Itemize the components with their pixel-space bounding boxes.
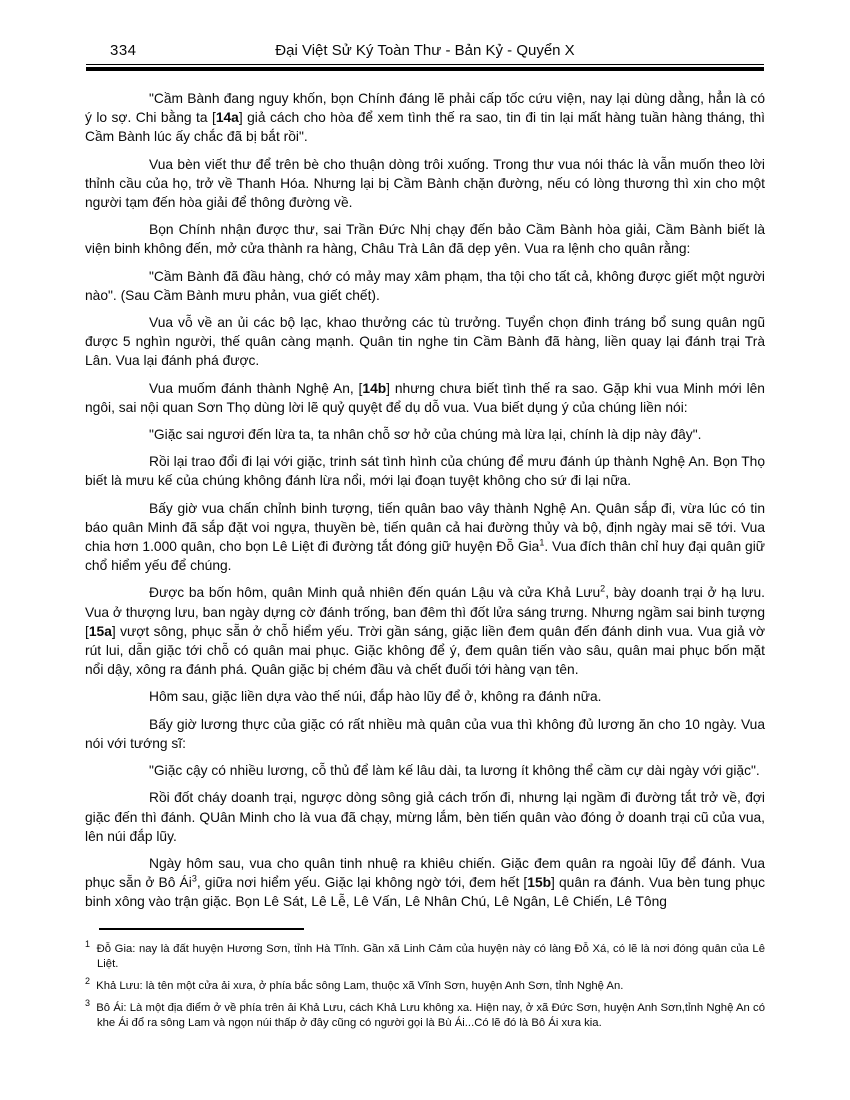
paragraph bbox=[85, 267, 765, 305]
text-run: Vua muốm đánh thành Nghệ An, [ bbox=[149, 380, 363, 396]
paragraph bbox=[85, 155, 765, 213]
footnote bbox=[85, 975, 765, 994]
text-run: "Giặc cậy có nhiều lương, cỗ thủ để làm kế lâu dài, ta lương ít không thể cầm cự dài ngày với giặc". bbox=[149, 763, 760, 779]
paragraph bbox=[85, 583, 765, 679]
paragraph bbox=[85, 425, 765, 444]
text-run: Được ba bốn hôm, quân Minh quả nhiên đến quán Lậu và cửa Khả Lưu bbox=[149, 585, 601, 601]
text-run: ] quân ra đánh. Vua bèn tung phục binh xông vào trận giặc. Bọn Lê Sát, Lê Lễ, Lê Vấn, Lê Nhân Chú, Lê Ngân, Lê Chiến, Lê Tông bbox=[85, 875, 765, 910]
text-run: Vua bèn viết thư để trên bè cho thuận dòng trôi xuống. Trong thư vua nói thác là vẫn muốn theo lời thỉnh cầu của họ, trở về Thanh Hóa. Nhưng lại bị Cầm Bành chặn đường, nếu có lòng thương thì xin cho một người tạm đến hòa giải để thông đường về. bbox=[85, 156, 765, 211]
text-run: "Cầm Bành đang nguy khốn, bọn Chính đáng lẽ phải cấp tốc cứu viện, nay lại dùng dằng, hẳn là có ý lo sợ. Chi bằng ta [ bbox=[85, 91, 765, 126]
paragraph bbox=[85, 313, 765, 371]
text-run: Bọn Chính nhận được thư, sai Trần Đức Nhị chạy đến bảo Cầm Bành hòa giải, Cầm Bành biết là viện binh không đến, mở cửa thành ra hàng, Châu Trà Lân đã dẹp yên. Vua ra lệnh cho quân rằng: bbox=[85, 222, 765, 257]
footnote-number: 2 bbox=[85, 975, 91, 986]
folio-marker: 15a bbox=[88, 623, 112, 639]
footnote-block bbox=[85, 928, 765, 1031]
paragraph bbox=[85, 715, 765, 753]
footnote-text: Bô Ái: Là một địa điểm ở về phía trên ải Khả Lưu, cách Khả Lưu không xa. Hiện nay, ở xã Đức Sơn, huyện Anh Sơn,tỉnh Nghệ An có khe Ái đổ ra sông Lam và ngọn núi thấp ở đây cũng có người gọi là Bù Ái...Có lẽ đó là Bô Ái xưa kia. bbox=[93, 1001, 765, 1029]
text-run: , bày doanh trại ở hạ lưu. Vua ở thượng lưu, ban ngày dựng cờ đánh trống, ban đêm thì đốt lửa sáng trưng. Nhưng ngầm sai binh tượng [ bbox=[85, 585, 766, 639]
page-header bbox=[0, 0, 850, 64]
page-number: 334 bbox=[110, 42, 137, 59]
text-run: , giữa nơi hiểm yếu. Giặc lại không ngờ tới, đem hết [ bbox=[196, 875, 528, 891]
text-run: Bấy giờ lương thực của giặc có rất nhiều mà quân của vua thì không đủ lương ăn cho 10 ngày. Vua nói với tướng sĩ: bbox=[85, 716, 765, 751]
footnote-ref: 2 bbox=[600, 583, 606, 594]
paragraph bbox=[85, 761, 765, 780]
text-run: Vua vỗ về an ủi các bộ lạc, khao thưởng các tù trưởng. Tuyển chọn đinh tráng bổ sung quân ngũ được 5 nghìn người, thế quân càng mạnh. Quân tin nghe tin Cầm Bành đã hàng, liền quay lại đánh trại Trà Lân. Vua lại đánh phá được. bbox=[85, 315, 765, 369]
paragraph bbox=[85, 379, 765, 417]
folio-marker: 15b bbox=[527, 875, 552, 891]
footnote-number: 3 bbox=[85, 997, 91, 1008]
text-run: Ngày hôm sau, vua cho quân tinh nhuệ ra khiêu chiến. Giặc đem quân ra ngoài lũy để đánh. Vua phục sẵn ở Bô Ái bbox=[85, 855, 765, 891]
header-rule-thin bbox=[86, 64, 764, 65]
text-run: Bấy giờ vua chấn chỉnh binh tượng, tiến quân bao vây thành Nghệ An. Quân sắp đi, vừa lúc có tin báo quân Minh đã sắp đặt voi ngựa, thuyền bè, tiến quân cả hai đường thủy và bộ, định ngày mai sẽ tới. Vua chia hơn 1.000 quân, cho bọn Lê Liệt đi đường tắt đóng giữ huyện Đỗ Gia bbox=[85, 500, 765, 555]
text-run: ] vượt sông, phục sẵn ở chỗ hiểm yếu. Trời gần sáng, giặc liền đem quân đến đánh dinh vua. Vua giả vờ rút lui, dẫn giặc tới chỗ có quân mai phục. Giặc không để ý, đem quân tiến vào sâu, quân mai phục bốn mặt nổi dậy, xông ra đánh phá. Quân giặc bị chém đầu và chết đuối tới hàng vạn tên. bbox=[85, 623, 765, 678]
footnote-text: Khả Lưu: là tên một cửa ải xưa, ở phía bắc sông Lam, thuộc xã Vĩnh Sơn, huyện Anh Sơn, tỉnh Nghệ An. bbox=[93, 979, 624, 992]
paragraph bbox=[85, 220, 765, 258]
paragraph bbox=[85, 452, 765, 490]
footnote-ref: 1 bbox=[539, 537, 545, 548]
text-run: ] nhưng chưa biết tình thế ra sao. Gặp khi vua Minh mới lên ngôi, sai nội quan Sơn Thọ dùng lời lẽ quỷ quyệt để dụ dỗ vua. Vua biết dụng ý của chúng liền nói: bbox=[85, 380, 765, 415]
footnote-number: 1 bbox=[85, 938, 91, 949]
text-run: ] giả cách cho hòa để xem tình thế ra sao, tin đi tin lại mất hàng tuần hàng tháng, thì Cầm Bành lúc ấy chắc đã bị bắt rồi". bbox=[85, 110, 765, 145]
text-run: Rồi đốt cháy doanh trại, ngược dòng sông giả cách trốn đi, nhưng lại ngầm đi đường tắt trở về, đợi giặc đến thì đánh. QUân Minh cho là vua đã chạy, mừng lắm, bèn tiến quân vào đóng ở doanh trại cũ của vua, lên núi đắp lũy. bbox=[85, 790, 765, 844]
footnote bbox=[85, 997, 765, 1031]
folio-marker: 14b bbox=[362, 380, 387, 396]
footnotes bbox=[85, 938, 765, 1031]
paragraph bbox=[85, 89, 765, 147]
footnote-separator bbox=[99, 928, 304, 930]
folio-marker: 14a bbox=[215, 110, 239, 126]
text-run: "Cầm Bành đã đầu hàng, chớ có mảy may xâm phạm, tha tội cho tất cả, không được giết một người nào". (Sau Cầm Bành mưu phản, vua giết chết). bbox=[85, 268, 765, 303]
footnote bbox=[85, 938, 765, 972]
text-run: "Giặc sai ngươi đến lừa ta, ta nhân chỗ sơ hở của chúng mà lừa lại, chính là dịp này đây". bbox=[149, 427, 702, 443]
page-title: Đại Việt Sử Ký Toàn Thư - Bản Kỷ - Quyển X bbox=[275, 42, 575, 59]
footnote-text: Đỗ Gia: nay là đất huyện Hương Sơn, tỉnh Hà Tĩnh. Gần xã Linh Cảm của huyện này có làng Đỗ Xá, có lẽ là nơi đóng quân của Lê Liệt. bbox=[93, 942, 765, 970]
footnote-ref: 3 bbox=[191, 873, 197, 884]
paragraph bbox=[85, 499, 765, 576]
text-run: . Vua đích thân chỉ huy đại quân giữ chổ hiểm yếu để chúng. bbox=[85, 539, 765, 574]
text-run: Hôm sau, giặc liền dựa vào thế núi, đắp hào lũy để ở, không ra đánh nữa. bbox=[149, 689, 602, 705]
paragraph bbox=[85, 854, 765, 912]
text-run: Rồi lại trao đổi đi lại với giặc, trinh sát tình hình của chúng để mưu đánh úp thành Nghệ An. Bọn Thọ biết là mưu kế của chúng không đánh lừa nổi, mới lại đoạn tuyệt không cho sứ đi lại nữa. bbox=[85, 454, 765, 489]
paragraph bbox=[85, 788, 765, 846]
body-text bbox=[85, 71, 765, 912]
paragraph bbox=[85, 687, 765, 706]
